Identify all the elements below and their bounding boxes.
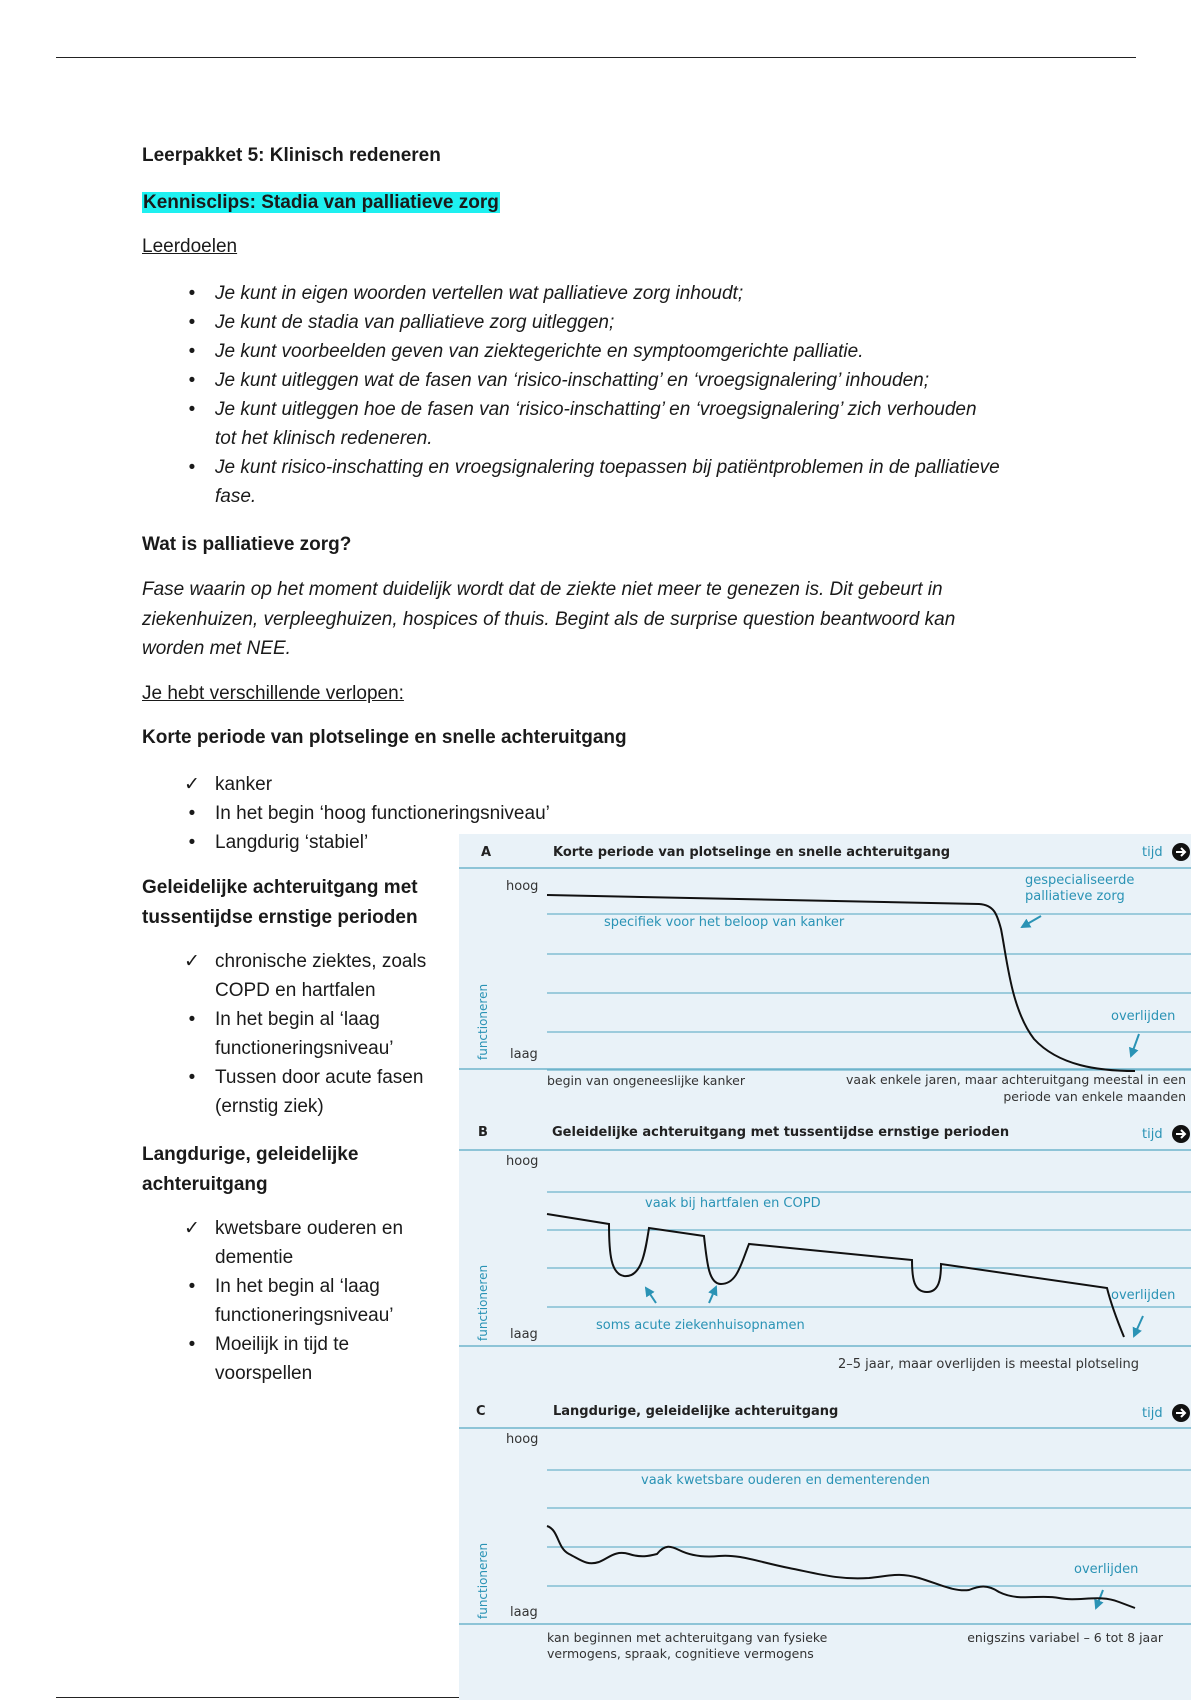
y-high-label: hoog — [506, 1432, 539, 1447]
panel-a-special-label-2: palliatieve zorg — [1025, 889, 1125, 904]
goals-list — [142, 279, 1000, 511]
what-paragraph-line-2: ziekenhuizen, verpleeghuizen, hospices of thuis. Begint als de surprise question beantwoord kan — [142, 609, 956, 630]
section1-heading: Korte periode van plotselinge en snelle achteruitgang — [142, 727, 627, 748]
list-item: • Tussen door acute fasen (ernstig ziek) — [142, 1063, 426, 1121]
panel-b-arrow-2 — [709, 1287, 716, 1303]
section2-heading-line-1: Geleidelijke achteruitgang met — [142, 877, 418, 898]
trajectory-figure — [459, 834, 1191, 1700]
panel-a — [459, 843, 1191, 1104]
panel-c-curve — [547, 1526, 1135, 1608]
panel-a-bottom-right-2: periode van enkele maanden — [1003, 1089, 1186, 1104]
highlight-title — [142, 188, 500, 218]
panel-c-bottom-right: enigszins variabel – 6 tot 8 jaar — [967, 1630, 1163, 1645]
panel-b-bottom-right: 2–5 jaar, maar overlijden is meestal plotseling — [837, 1357, 1139, 1372]
goals-heading: Leerdoelen — [142, 236, 238, 257]
panel-a-time-label: tijd — [1142, 845, 1163, 860]
goal-item: • Je kunt voorbeelden geven van ziektegerichte en symptoomgerichte palliatie. — [142, 337, 1000, 366]
y-low-label: laag — [510, 1327, 538, 1342]
check-icon: ✓ — [184, 774, 200, 795]
highlighted-text: Kennisclips: Stadia van palliatieve zorg — [143, 192, 499, 213]
panel-c-note: vaak kwetsbare ouderen en dementerenden — [641, 1473, 930, 1488]
panel-a-death-arrow — [1131, 1034, 1139, 1056]
section3-list — [142, 1214, 403, 1388]
list-item: ✓ chronische ziektes, zoals COPD en hartfalen — [142, 947, 426, 1005]
panel-b-note: vaak bij hartfalen en COPD — [645, 1196, 821, 1211]
bullet-icon: • — [188, 1334, 196, 1355]
panel-b-title: Geleidelijke achteruitgang met tussentijdse ernstige perioden — [552, 1125, 1010, 1140]
y-axis-label: functioneren — [476, 983, 490, 1060]
check-icon: ✓ — [184, 1218, 200, 1239]
bullet-icon: • — [188, 1009, 196, 1030]
y-low-label: laag — [510, 1605, 538, 1620]
arrow-right-circle-icon — [1172, 843, 1190, 861]
bullet-icon: • — [188, 1067, 196, 1088]
page-title: Leerpakket 5: Klinisch redeneren — [142, 145, 441, 166]
courses-heading: Je hebt verschillende verlopen: — [142, 683, 404, 704]
what-paragraph-line-3: worden met NEE. — [142, 638, 291, 659]
y-axis-label: functioneren — [476, 1264, 490, 1341]
section3-heading-line-2: achteruitgang — [142, 1174, 268, 1195]
panel-c-bottom-left-2: vermogens, spraak, cognitieve vermogens — [547, 1646, 814, 1661]
panel-b-letter: B — [478, 1125, 488, 1140]
panel-b-death-label: overlijden — [1111, 1288, 1176, 1303]
what-paragraph-line-1: Fase waarin op het moment duidelijk wordt dat de ziekte niet meer te genezen is. Dit gebeurt in — [142, 579, 943, 600]
panel-c-time-label: tijd — [1142, 1406, 1163, 1421]
bullet-icon: • — [188, 370, 196, 391]
bullet-icon: • — [188, 457, 196, 478]
bullet-icon: • — [188, 803, 196, 824]
panel-b-time-label: tijd — [1142, 1127, 1163, 1142]
panel-c-title: Langdurige, geleidelijke achteruitgang — [553, 1404, 839, 1419]
bullet-icon: • — [188, 283, 196, 304]
panel-a-death-label: overlijden — [1111, 1009, 1176, 1024]
panel-c-death-label: overlijden — [1074, 1562, 1139, 1577]
section3-heading-line-1: Langdurige, geleidelijke — [142, 1144, 359, 1165]
arrow-right-circle-icon — [1172, 1404, 1190, 1422]
bullet-icon: • — [188, 399, 196, 420]
panel-a-letter: A — [481, 845, 492, 860]
list-item: • Langdurig ‘stabiel’ — [142, 828, 550, 857]
y-axis-label: functioneren — [476, 1542, 490, 1619]
goal-item: • Je kunt de stadia van palliatieve zorg uitleggen; — [142, 308, 1000, 337]
check-icon: ✓ — [184, 951, 200, 972]
panel-a-special-label-1: gespecialiseerde — [1025, 873, 1135, 888]
bullet-icon: • — [188, 312, 196, 333]
bullet-icon: • — [188, 832, 196, 853]
panel-c-letter: C — [476, 1404, 486, 1419]
panel-c-bottom-left-1: kan beginnen met achteruitgang van fysieke — [547, 1630, 828, 1645]
list-item: • Moeilijk in tijd te voorspellen — [142, 1330, 403, 1388]
list-item: • In het begin ‘hoog functioneringsniveau’ — [142, 799, 550, 828]
section2-list — [142, 947, 426, 1121]
list-item: ✓ kanker — [142, 770, 550, 799]
goal-item: • Je kunt uitleggen wat de fasen van ‘risico-inschatting’ en ‘vroegsignalering’ inhouden; — [142, 366, 1000, 395]
list-item: • In het begin al ‘laag functioneringsniveau’ — [142, 1272, 403, 1330]
y-high-label: hoog — [506, 1154, 539, 1169]
panel-b-death-arrow — [1134, 1316, 1143, 1336]
panel-b-arrow-1 — [646, 1288, 656, 1303]
panel-a-special-arrow — [1022, 916, 1041, 927]
panel-b — [459, 1125, 1191, 1372]
goal-item: • Je kunt risico-inschatting en vroegsignalering toepassen bij patiëntproblemen in de palliatieve fase. — [142, 453, 1000, 511]
y-low-label: laag — [510, 1047, 538, 1062]
panel-a-title: Korte periode van plotselinge en snelle achteruitgang — [553, 845, 951, 860]
bullet-icon: • — [188, 1276, 196, 1297]
list-item: ✓ kwetsbare ouderen en dementie — [142, 1214, 403, 1272]
panel-a-bottom-left: begin van ongeneeslijke kanker — [547, 1073, 745, 1088]
goal-item: • Je kunt in eigen woorden vertellen wat palliatieve zorg inhoudt; — [142, 279, 1000, 308]
panel-c — [459, 1404, 1191, 1661]
goal-item: • Je kunt uitleggen hoe de fasen van ‘risico-inschatting’ en ‘vroegsignalering’ zich verhouden tot het klinisch redeneren. — [142, 395, 1000, 453]
arrow-right-circle-icon — [1172, 1125, 1190, 1143]
panel-a-bottom-right-1: vaak enkele jaren, maar achteruitgang meestal in een — [846, 1072, 1186, 1087]
list-item: • In het begin al ‘laag functioneringsniveau’ — [142, 1005, 426, 1063]
section2-heading-line-2: tussentijdse ernstige perioden — [142, 907, 418, 928]
panel-a-note: specifiek voor het beloop van kanker — [604, 915, 845, 930]
y-high-label: hoog — [506, 879, 539, 894]
top-rule — [56, 57, 1136, 58]
bullet-icon: • — [188, 341, 196, 362]
what-heading: Wat is palliatieve zorg? — [142, 534, 352, 555]
panel-b-note2: soms acute ziekenhuisopnamen — [596, 1318, 805, 1333]
